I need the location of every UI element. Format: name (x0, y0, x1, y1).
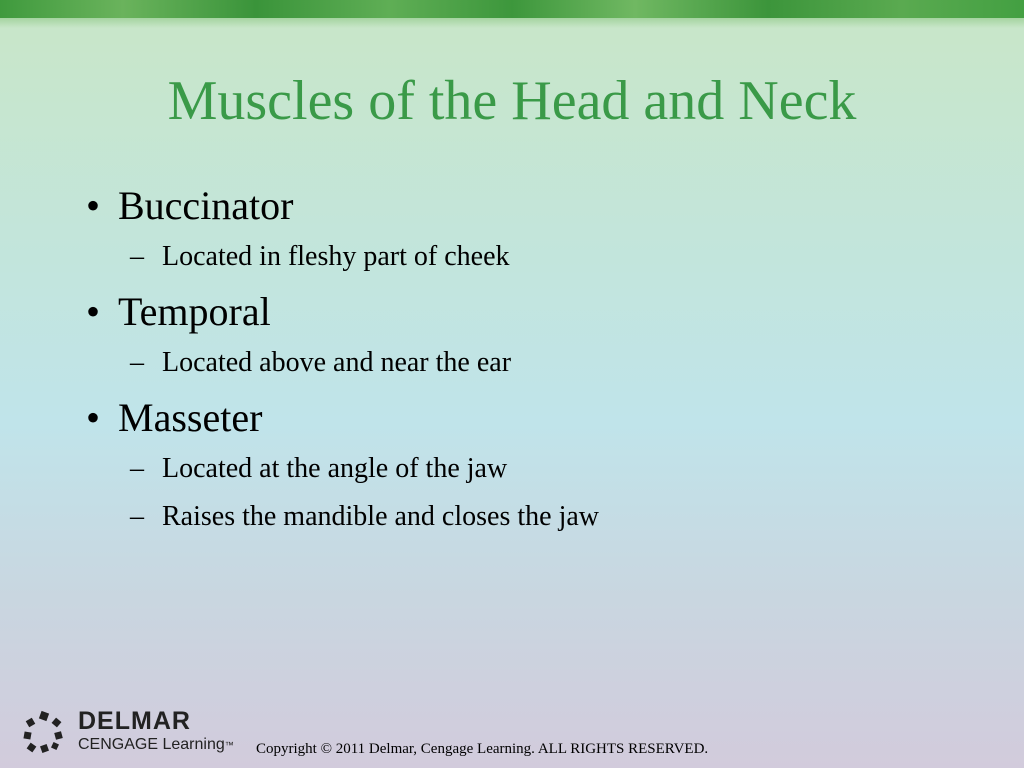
trademark-mark: ™ (224, 740, 234, 750)
bullet-label: Temporal (118, 289, 271, 334)
slide-title: Muscles of the Head and Neck (167, 70, 857, 132)
dash-icon: – (130, 501, 144, 532)
sub-bullet-item (86, 498, 966, 536)
sub-bullet-label: Raises the mandible and closes the jaw (162, 501, 599, 532)
dash-icon: – (130, 347, 144, 378)
bullet-item-masseter (86, 392, 966, 444)
bullet-icon: • (86, 289, 101, 334)
logo-delmar-text: DELMAR (78, 707, 191, 735)
sub-bullet-item (86, 238, 966, 276)
dash-icon: – (130, 241, 144, 272)
sub-bullet-label: Located in fleshy part of cheek (162, 241, 510, 272)
dash-icon: – (130, 453, 144, 484)
logo-cengage-text (78, 735, 234, 755)
copyright-notice: Copyright © 2011 Delmar, Cengage Learning. ALL RIGHTS RESERVED. (256, 741, 709, 757)
cengage-dots-icon (22, 710, 66, 754)
delmar-cengage-logo (22, 708, 252, 758)
sub-bullet-item (86, 450, 966, 488)
bullet-item-temporal (86, 286, 966, 338)
sub-bullet-label: Located above and near the ear (162, 347, 512, 378)
sub-bullet-item (86, 344, 966, 382)
bullet-list (86, 180, 966, 536)
bullet-label: Buccinator (118, 183, 294, 228)
bullet-label: Masseter (118, 395, 263, 440)
bullet-icon: • (86, 395, 101, 440)
sub-bullet-label: Located at the angle of the jaw (162, 453, 508, 484)
bullet-item-buccinator (86, 180, 966, 232)
logo-cengage-label: CENGAGE Learning (78, 736, 225, 753)
top-green-band (0, 0, 1024, 18)
top-band-fade (0, 18, 1024, 28)
bullet-icon: • (86, 183, 101, 228)
